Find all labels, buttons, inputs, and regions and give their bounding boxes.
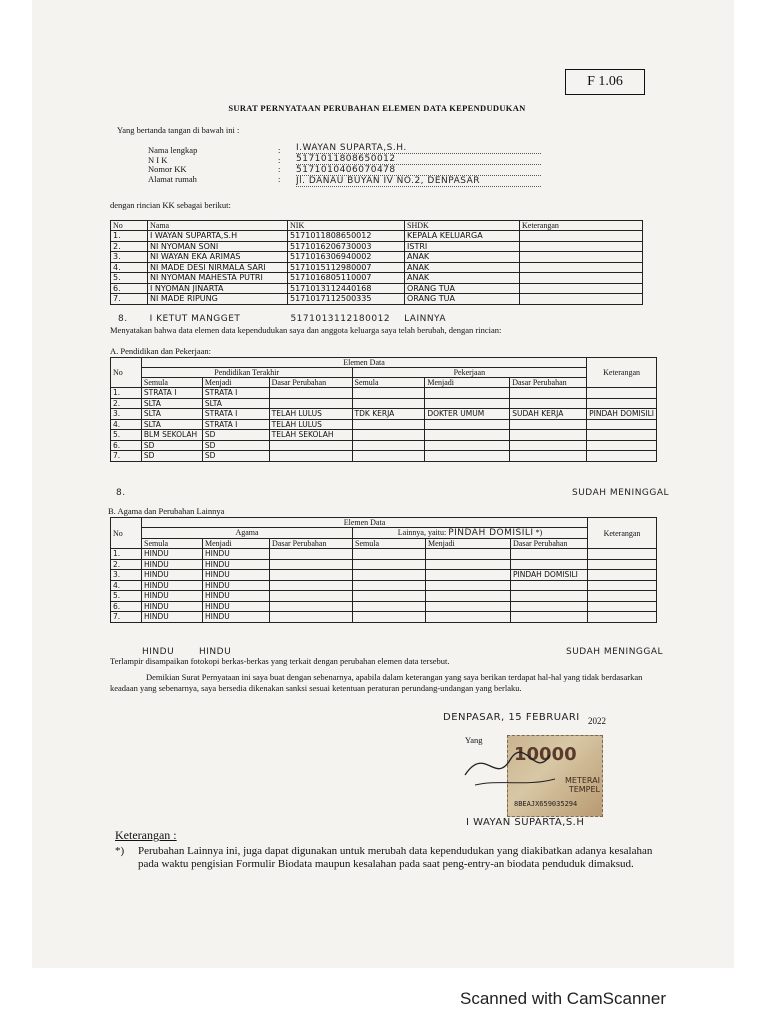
table-row: 6. SD SD <box>111 440 657 451</box>
lainnya-value: PINDAH DOMISILI <box>448 528 534 538</box>
table-row: 1. STRATA I STRATA I <box>111 388 657 399</box>
name-value: I.WAYAN SUPARTA,S.H. <box>296 143 541 154</box>
identity-labels: Nama lengkap N I K Nomor KK Alamat rumah <box>148 145 198 184</box>
kk-extra-row: 8. I KETUT MANGGET 5171013112180012 LAINNYA <box>118 314 447 324</box>
scanner-watermark: Scanned with CamScanner <box>460 989 667 1008</box>
attachment-text: Terlampir disampaikan fotokopi berkas-berkas yang terkait dengan perubahan elemen data tersebut. <box>110 656 450 666</box>
year: 2022 <box>588 716 606 726</box>
signature <box>455 735 565 795</box>
form-code: F 1.06 <box>565 69 645 95</box>
table-row: 4. HINDU HINDU <box>111 580 657 591</box>
table-row: 3. HINDU HINDU PINDAH DOMISILI <box>111 570 657 581</box>
note-mark: *) <box>115 845 125 857</box>
signer-name: I WAYAN SUPARTA,S.H <box>466 817 585 828</box>
table-row: 7. HINDU HINDU <box>111 612 657 623</box>
closing-text: Demikian Surat Pernyataan ini saya buat dengan sebenarnya, apabila dalam keterangan yang saya berikan terdapat hal-hal yang tidak berdasarkan keadaan yang sebenarnya, saya bersedia dikenakan sanksi sesuai ketentuan peraturan perundang-undangan yang berlaku. <box>110 672 643 693</box>
table-row: 1. I WAYAN SUPARTA,S.H 5171011808650012 KEPALA KELUARGA <box>111 231 643 242</box>
table-row: 5. NI NYOMAN MAHESTA PUTRI 5171016805110007 ANAK <box>111 273 643 284</box>
identity-values <box>296 143 541 187</box>
table-row: 6. I NYOMAN JINARTA 5171013112440168 ORANG TUA <box>111 283 643 294</box>
keterangan-title: Keterangan : <box>115 828 177 842</box>
table-row: 3. NI WAYAN EKA ARIMAS 5171016306940002 ANAK <box>111 252 643 263</box>
place-date: DENPASAR, 15 FEBRUARI <box>443 712 580 723</box>
education-work-table: No Elemen Data Keterangan Pendidikan Terakhir Pekerjaan Semula Menjadi Dasar Perubahan Semula Menjadi Dasar Perubahan 1. STRATA I STRATA I 2. SLTA SLTA 3. SLTA STRATA I TELAH LULUS TDK KERJA DOKTER UMUM SUDAH KERJA PINDAH DOMISILI 4. SLTA STRATA I TELAH LULUS 5. BLM SEKOLAH SD TELAH SEKOLAH 6. SD SD 7. SD SD <box>110 357 657 462</box>
address-value: Jl. DANAU BUYAN IV NO.2, DENPASAR <box>296 176 541 187</box>
section-b-title: B. Agama dan Perubahan Lainnya <box>108 506 225 516</box>
statement-text: Menyatakan bahwa data elemen data kependudukan saya dan anggota keluarga saya telah berubah, dengan rincian: <box>110 325 502 335</box>
meterai-stamp: 10000 METERAI TEMPEL 8BEAJX659035294 <box>507 735 603 817</box>
a-extra-note: SUDAH MENINGGAL <box>572 488 670 498</box>
nik-value: 5171011808650012 <box>296 154 541 165</box>
kk-value: 5171010406070478 <box>296 165 541 176</box>
table-row: 5. BLM SEKOLAH SD TELAH SEKOLAH <box>111 430 657 441</box>
table-row: 6. HINDU HINDU <box>111 601 657 612</box>
kk-intro: dengan rincian KK sebagai berikut: <box>110 200 231 210</box>
religion-other-table: No Elemen Data Keterangan Agama Lainnya, yaitu: PINDAH DOMISILI *) Semula Menjadi Dasar Perubahan Semula Menjadi Dasar Perubahan 1. HINDU HINDU 2. HINDU HINDU 3. HINDU HINDU PINDAH DOMISILI 4. HINDU HINDU 5. HINDU HINDU 6. HINDU HINDU 7. HINDU HINDU <box>110 517 657 623</box>
b-extra: HINDU <box>142 647 175 657</box>
a-extra-no: 8. <box>116 488 126 498</box>
section-a-title: A. Pendidikan dan Pekerjaan: <box>110 346 212 356</box>
table-row: 2. NI NYOMAN SONI 5171016206730003 ISTRI <box>111 241 643 252</box>
table-row: 4. NI MADE DESI NIRMALA SARI 5171015112980007 ANAK <box>111 262 643 273</box>
table-row: 1. HINDU HINDU <box>111 549 657 560</box>
yang-label: Yang <box>465 735 483 745</box>
identity-colons: : : : : <box>278 145 281 184</box>
document-title: SURAT PERNYATAAN PERUBAHAN ELEMEN DATA KEPENDUDUKAN <box>228 103 526 113</box>
table-row: 7. NI MADE RIPUNG 5171017112500335 ORANG TUA <box>111 294 643 305</box>
table-row: 7. SD SD <box>111 451 657 462</box>
table-row: 5. HINDU HINDU <box>111 591 657 602</box>
b-extra-note: SUDAH MENINGGAL <box>566 647 664 657</box>
intro-text: Yang bertanda tangan di bawah ini : <box>117 125 240 135</box>
table-row: 2. HINDU HINDU <box>111 559 657 570</box>
note-text: Perubahan Lainnya ini, juga dapat digunakan untuk merubah data kependudukan yang diakibatkan adanya kesalahan pada waktu pengisian Formulir Biodata maupun kesalahan pada saat peng-entry-an biodata penduduk dimaksud. <box>138 845 653 870</box>
table-row: 3. SLTA STRATA I TELAH LULUS TDK KERJA DOKTER UMUM SUDAH KERJA PINDAH DOMISILI <box>111 409 657 420</box>
kk-table: No Nama NIK SHDK Keterangan 1. I WAYAN SUPARTA,S.H 5171011808650012 KEPALA KELUARGA 2. NI NYOMAN SONI 5171016206730003 ISTRI 3. NI WAYAN EKA ARIMAS 5171016306940002 ANAK 4. NI MADE DESI NIRMALA SARI 5171015112980007 ANAK 5. NI NYOMAN MAHESTA PUTRI 5171016805110007 ANAK 6. I NYOMAN JINARTA 5171013112440168 ORANG TUA 7. NI MADE RIPUNG 5171017112500335 ORANG TUA <box>110 220 643 305</box>
table-row: 2. SLTA SLTA <box>111 398 657 409</box>
b-extra2: HINDU <box>199 647 232 657</box>
table-row: 4. SLTA STRATA I TELAH LULUS <box>111 419 657 430</box>
